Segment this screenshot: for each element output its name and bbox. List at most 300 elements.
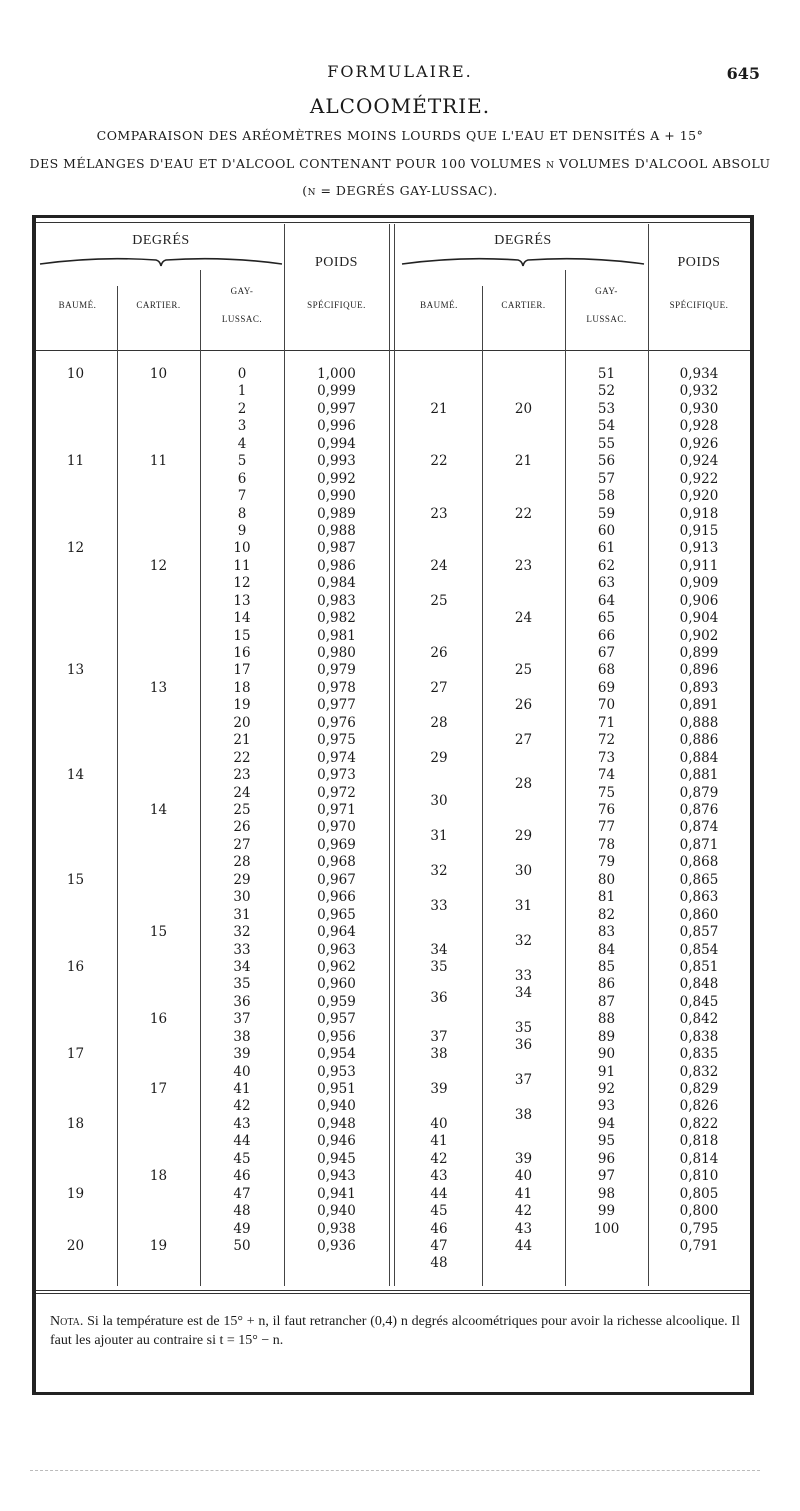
left-poids-cell: 0,988 bbox=[317, 522, 356, 539]
right-poids-cell: 0,857 bbox=[679, 924, 719, 941]
page-bottom-trace bbox=[30, 1470, 760, 1472]
left-cartier-cell: 11 bbox=[149, 453, 168, 470]
right-gay-lussac-cell: 64 bbox=[597, 592, 616, 609]
left-baume-cell: 20 bbox=[66, 1238, 85, 1254]
right-gay-lussac-cell: 85 bbox=[597, 958, 616, 975]
left-gay-lussac-cell: 9 bbox=[237, 522, 247, 539]
left-poids-cell: 0,954 bbox=[317, 1046, 356, 1063]
left-poids-cell: 0,997 bbox=[317, 400, 356, 417]
right-cartier-cell: 42 bbox=[514, 1203, 533, 1220]
right-poids-cell: 0,879 bbox=[679, 784, 719, 801]
left-gay-lussac-cell: 46 bbox=[233, 1168, 251, 1185]
right-baume-header: BAUMÉ. bbox=[420, 300, 458, 310]
right-poids-cell: 0,868 bbox=[679, 854, 719, 871]
col-rule bbox=[389, 224, 390, 1286]
right-baume-cell: 41 bbox=[430, 1133, 448, 1150]
right-baume-cell: 44 bbox=[430, 1185, 448, 1202]
right-gay-lussac-cell: 77 bbox=[597, 819, 616, 836]
right-poids-cell: 0,826 bbox=[679, 1098, 719, 1115]
right-baume-cell: 45 bbox=[430, 1203, 448, 1220]
right-poids-cell: 0,918 bbox=[679, 505, 719, 522]
left-poids-cell: 0,981 bbox=[317, 627, 356, 644]
left-poids-cell: 0,940 bbox=[317, 1098, 356, 1115]
left-poids-cell: 0,976 bbox=[317, 714, 356, 731]
right-gay-lussac-cell: 51 bbox=[597, 366, 616, 382]
right-cartier-cell: 39 bbox=[514, 1150, 533, 1167]
right-poids-cell: 0,924 bbox=[679, 453, 719, 470]
left-lussac-header: LUSSAC. bbox=[221, 314, 263, 324]
right-cartier-cell: 36 bbox=[514, 1037, 533, 1054]
right-gay-lussac-cell: 55 bbox=[597, 435, 616, 452]
right-baume-cell: 43 bbox=[430, 1168, 448, 1185]
left-poids-cell: 0,984 bbox=[317, 575, 356, 592]
right-gay-lussac-cell: 82 bbox=[597, 906, 616, 923]
right-poids-cell: 0,888 bbox=[679, 714, 719, 731]
left-gay-lussac-cell: 39 bbox=[233, 1046, 251, 1063]
table-bottom-rule bbox=[36, 1290, 750, 1291]
right-gay-lussac-cell: 56 bbox=[597, 453, 616, 470]
right-poids-cell: 0,920 bbox=[679, 488, 719, 505]
left-poids-cell: 0,943 bbox=[317, 1168, 356, 1185]
left-poids-cell: 0,963 bbox=[317, 941, 356, 958]
right-poids-cell: 0,835 bbox=[679, 1046, 719, 1063]
right-gay-lussac-cell: 80 bbox=[597, 871, 616, 888]
left-gay-lussac-cell: 23 bbox=[233, 767, 251, 784]
right-gay-lussac-cell: 59 bbox=[597, 505, 616, 522]
left-gay-lussac-cell: 17 bbox=[233, 662, 251, 679]
left-poids-cell: 0,966 bbox=[317, 889, 356, 906]
right-cartier-cell: 22 bbox=[514, 505, 533, 522]
left-gay-lussac-cell: 26 bbox=[233, 819, 251, 836]
left-gay-lussac-cell: 25 bbox=[233, 802, 251, 818]
right-gay-lussac-cell: 58 bbox=[597, 488, 616, 505]
left-gay-lussac-cell: 21 bbox=[233, 732, 251, 749]
left-gay-lussac-cell: 30 bbox=[233, 889, 251, 906]
right-gay-lussac-cell: 69 bbox=[597, 679, 616, 696]
right-poids-cell: 0,899 bbox=[679, 645, 719, 662]
left-gay-lussac-cell: 6 bbox=[237, 470, 247, 487]
right-poids-cell: 0,810 bbox=[679, 1168, 719, 1185]
left-poids-cell: 0,957 bbox=[317, 1011, 356, 1028]
left-gay-lussac-cell: 18 bbox=[233, 679, 251, 696]
right-cartier-cell: 28 bbox=[514, 775, 533, 792]
right-baume-cell: 28 bbox=[430, 714, 448, 731]
nota-note bbox=[50, 1312, 740, 1350]
left-poids-cell: 0,989 bbox=[317, 505, 356, 522]
running-head: FORMULAIRE. bbox=[327, 62, 473, 81]
left-poids-cell: 0,986 bbox=[317, 557, 356, 574]
left-poids-cell: 0,972 bbox=[317, 784, 356, 801]
right-baume-cell: 42 bbox=[430, 1150, 448, 1167]
left-poids-cell: 0,971 bbox=[317, 802, 356, 818]
right-cartier-cell: 27 bbox=[514, 732, 533, 749]
left-gay-lussac-cell: 12 bbox=[233, 575, 251, 592]
right-gay-lussac-cell: 99 bbox=[597, 1203, 616, 1220]
left-poids-cell: 0,990 bbox=[317, 488, 356, 505]
left-gay-lussac-cell: 42 bbox=[233, 1098, 251, 1115]
header-bottom-rule bbox=[36, 350, 750, 351]
left-poids-cell: 0,973 bbox=[317, 767, 356, 784]
left-poids-cell: 0,975 bbox=[317, 732, 356, 749]
right-gay-lussac-cell: 71 bbox=[597, 714, 616, 731]
left-gay-lussac-cell: 33 bbox=[233, 941, 251, 958]
left-gay-lussac-cell: 43 bbox=[233, 1115, 251, 1132]
left-cartier-cell: 18 bbox=[149, 1168, 168, 1185]
right-cartier-cell: 20 bbox=[514, 400, 533, 417]
right-gay-lussac-cell: 86 bbox=[597, 976, 616, 993]
right-poids-cell: 0,886 bbox=[679, 732, 719, 749]
right-cartier-cell: 25 bbox=[514, 662, 533, 679]
left-cartier-cell: 16 bbox=[149, 1011, 168, 1028]
left-cartier-cell: 19 bbox=[149, 1238, 168, 1254]
page-title: ALCOOMÉTRIE. bbox=[309, 94, 491, 118]
right-cartier-cell: 41 bbox=[514, 1185, 533, 1202]
left-cartier-cell: 14 bbox=[149, 802, 168, 818]
right-baume-cell: 38 bbox=[430, 1046, 448, 1063]
left-poids-cell: 0,982 bbox=[317, 610, 356, 627]
left-gay-lussac-cell: 4 bbox=[237, 435, 247, 452]
right-poids-cell: 0,874 bbox=[679, 819, 719, 836]
right-gay-lussac-cell: 93 bbox=[597, 1098, 616, 1115]
right-cartier-cell: 35 bbox=[514, 1020, 533, 1036]
right-gay-lussac-cell: 90 bbox=[597, 1046, 616, 1063]
left-poids-cell: 0,951 bbox=[317, 1081, 356, 1098]
left-gay-lussac-cell: 32 bbox=[233, 924, 251, 941]
right-poids-cell: 0,913 bbox=[679, 540, 719, 557]
left-cartier-cell: 17 bbox=[149, 1081, 168, 1098]
left-cartier-cell: 10 bbox=[149, 366, 168, 382]
right-gay-lussac-cell: 60 bbox=[597, 522, 616, 539]
left-baume-cell: 15 bbox=[66, 871, 85, 888]
right-gay-lussac-cell: 67 bbox=[597, 645, 616, 662]
right-gay-lussac-cell: 89 bbox=[597, 1028, 616, 1045]
table-top-rule bbox=[36, 222, 750, 223]
left-gay-lussac-cell: 37 bbox=[233, 1011, 251, 1028]
left-gay-lussac-cell: 13 bbox=[233, 592, 251, 609]
left-poids-cell: 0,993 bbox=[317, 453, 356, 470]
right-poids-cell: 0,854 bbox=[679, 941, 719, 958]
left-gay-lussac-cell: 8 bbox=[237, 505, 247, 522]
left-baume-header: BAUMÉ. bbox=[58, 300, 97, 310]
left-gay-header: GAY- bbox=[230, 286, 254, 296]
left-gay-lussac-cell: 3 bbox=[237, 418, 247, 435]
right-gay-lussac-cell: 91 bbox=[597, 1063, 616, 1080]
right-baume-cell: 21 bbox=[430, 400, 448, 417]
nota-label: Nota. bbox=[50, 1314, 84, 1329]
left-poids-cell: 0,996 bbox=[317, 418, 356, 435]
page-number: 645 bbox=[726, 64, 760, 83]
right-gay-lussac-cell: 66 bbox=[597, 627, 616, 644]
left-poids-cell: 0,992 bbox=[317, 470, 356, 487]
left-degres-brace bbox=[38, 252, 284, 272]
right-cartier-cell: 21 bbox=[514, 453, 533, 470]
right-poids-cell: 0,930 bbox=[679, 400, 719, 417]
left-baume-cell: 18 bbox=[66, 1115, 85, 1132]
left-baume-cell: 11 bbox=[66, 453, 85, 470]
right-baume-cell: 39 bbox=[430, 1081, 448, 1098]
right-poids-cell: 0,822 bbox=[679, 1115, 719, 1132]
right-baume-cell: 46 bbox=[430, 1220, 448, 1237]
right-baume-cell: 30 bbox=[430, 793, 448, 810]
right-specifique-header: SPÉCIFIQUE. bbox=[669, 300, 729, 310]
right-poids-cell: 0,842 bbox=[679, 1011, 719, 1028]
right-gay-lussac-cell: 68 bbox=[597, 662, 616, 679]
right-cartier-cell: 26 bbox=[514, 697, 533, 714]
left-gay-lussac-cell: 40 bbox=[233, 1063, 251, 1080]
left-gay-lussac-cell: 24 bbox=[233, 784, 251, 801]
right-poids-cell: 0,838 bbox=[679, 1028, 719, 1045]
left-cartier-cell: 12 bbox=[149, 557, 168, 574]
left-poids-cell: 0,936 bbox=[317, 1238, 356, 1254]
right-poids-header: POIDS bbox=[677, 255, 721, 270]
right-gay-lussac-cell: 98 bbox=[597, 1185, 616, 1202]
right-cartier-cell: 44 bbox=[514, 1238, 533, 1254]
right-baume-cell: 47 bbox=[430, 1238, 448, 1254]
left-poids-header: POIDS bbox=[315, 255, 358, 270]
right-poids-cell: 0,915 bbox=[679, 522, 719, 539]
right-gay-lussac-cell: 52 bbox=[597, 383, 616, 400]
right-gay-lussac-cell: 63 bbox=[597, 575, 616, 592]
right-poids-cell: 0,893 bbox=[679, 679, 719, 696]
left-gay-lussac-cell: 48 bbox=[233, 1203, 251, 1220]
left-poids-cell: 0,960 bbox=[317, 976, 356, 993]
right-gay-lussac-cell: 54 bbox=[597, 418, 616, 435]
left-cartier-cell: 13 bbox=[149, 679, 168, 696]
right-poids-cell: 0,922 bbox=[679, 470, 719, 487]
left-gay-lussac-cell: 41 bbox=[233, 1081, 251, 1098]
right-baume-cell: 24 bbox=[430, 557, 448, 574]
left-poids-cell: 0,965 bbox=[317, 906, 356, 923]
left-poids-cell: 0,978 bbox=[317, 679, 356, 696]
right-baume-cell: 23 bbox=[430, 505, 448, 522]
right-gay-lussac-cell: 75 bbox=[597, 784, 616, 801]
right-poids-cell: 0,896 bbox=[679, 662, 719, 679]
right-cartier-cell: 23 bbox=[514, 557, 533, 574]
right-cartier-cell: 24 bbox=[514, 610, 533, 627]
right-poids-cell: 0,795 bbox=[679, 1220, 719, 1237]
right-baume-cell: 36 bbox=[430, 990, 448, 1007]
right-baume-cell: 35 bbox=[430, 958, 448, 975]
col-rule bbox=[117, 286, 118, 1286]
right-gay-lussac-cell: 73 bbox=[597, 749, 616, 766]
right-poids-cell: 0,814 bbox=[679, 1150, 719, 1167]
left-poids-cell: 0,964 bbox=[317, 924, 356, 941]
left-poids-cell: 0,945 bbox=[317, 1150, 356, 1167]
left-gay-lussac-cell: 5 bbox=[237, 453, 247, 470]
right-baume-cell: 25 bbox=[430, 592, 448, 609]
right-gay-lussac-cell: 61 bbox=[597, 540, 616, 557]
right-gay-lussac-cell: 88 bbox=[597, 1011, 616, 1028]
left-gay-lussac-cell: 45 bbox=[233, 1150, 251, 1167]
left-poids-cell: 0,983 bbox=[317, 592, 356, 609]
left-gay-lussac-cell: 19 bbox=[233, 697, 251, 714]
right-baume-cell: 29 bbox=[430, 749, 448, 766]
right-degres-header: DEGRÉS bbox=[494, 233, 552, 248]
left-cartier-cell: 15 bbox=[149, 924, 168, 941]
left-poids-cell: 0,953 bbox=[317, 1063, 356, 1080]
left-poids-cell: 0,938 bbox=[317, 1220, 356, 1237]
left-baume-cell: 14 bbox=[66, 767, 85, 784]
left-poids-cell: 0,980 bbox=[317, 645, 356, 662]
left-baume-cell: 13 bbox=[66, 662, 85, 679]
left-gay-lussac-cell: 16 bbox=[233, 645, 251, 662]
right-poids-cell: 0,800 bbox=[679, 1203, 719, 1220]
subtitle-line-2: DES MÉLANGES D'EAU ET D'ALCOOL CONTENANT POUR 100 VOLUMES n VOLUMES D'ALCOOL ABSOLU bbox=[29, 156, 771, 171]
right-baume-cell: 48 bbox=[430, 1255, 448, 1272]
left-poids-cell: 0,999 bbox=[317, 383, 356, 400]
right-poids-cell: 0,909 bbox=[679, 575, 719, 592]
left-gay-lussac-cell: 1 bbox=[237, 383, 247, 400]
right-cartier-cell: 33 bbox=[514, 967, 533, 984]
right-gay-lussac-cell: 72 bbox=[597, 732, 616, 749]
left-poids-cell: 0,940 bbox=[317, 1203, 356, 1220]
nota-text: Si la température est de 15° + n, il faut retrancher (0,4) n degrés alcoométriques pour avoir la richesse alcoolique. Il faut les ajouter au contraire si t = 15° − n. bbox=[50, 1314, 740, 1348]
right-cartier-header: CARTIER. bbox=[501, 300, 546, 310]
left-gay-lussac-cell: 0 bbox=[237, 366, 247, 382]
left-poids-cell: 0,941 bbox=[317, 1185, 356, 1202]
left-gay-lussac-cell: 34 bbox=[233, 958, 251, 975]
left-baume-cell: 17 bbox=[66, 1046, 85, 1063]
left-poids-cell: 0,994 bbox=[317, 435, 356, 452]
right-baume-cell: 40 bbox=[430, 1115, 448, 1132]
right-cartier-cell: 32 bbox=[514, 932, 533, 949]
right-gay-lussac-cell: 81 bbox=[597, 889, 616, 906]
left-poids-cell: 0,956 bbox=[317, 1028, 356, 1045]
right-cartier-cell: 38 bbox=[514, 1107, 533, 1124]
right-poids-cell: 0,934 bbox=[679, 366, 719, 382]
right-poids-cell: 0,926 bbox=[679, 435, 719, 452]
left-gay-lussac-cell: 44 bbox=[233, 1133, 251, 1150]
right-cartier-cell: 29 bbox=[514, 828, 533, 845]
left-poids-cell: 0,969 bbox=[317, 836, 356, 853]
right-gay-header: GAY- bbox=[595, 286, 618, 296]
right-poids-cell: 0,876 bbox=[679, 802, 719, 818]
left-poids-cell: 0,974 bbox=[317, 749, 356, 766]
left-baume-cell: 19 bbox=[66, 1185, 85, 1202]
left-poids-cell: 0,987 bbox=[317, 540, 356, 557]
left-poids-cell: 0,977 bbox=[317, 697, 356, 714]
right-gay-lussac-cell: 53 bbox=[597, 400, 616, 417]
left-specifique-header: SPÉCIFIQUE. bbox=[307, 300, 366, 310]
right-gay-lussac-cell: 57 bbox=[597, 470, 616, 487]
right-poids-cell: 0,906 bbox=[679, 592, 719, 609]
right-poids-cell: 0,871 bbox=[679, 836, 719, 853]
left-gay-lussac-cell: 36 bbox=[233, 993, 251, 1010]
right-poids-cell: 0,891 bbox=[679, 697, 719, 714]
right-poids-cell: 0,832 bbox=[679, 1063, 719, 1080]
right-gay-lussac-cell: 97 bbox=[597, 1168, 616, 1185]
right-gay-lussac-cell: 74 bbox=[597, 767, 616, 784]
right-cartier-cell: 31 bbox=[514, 897, 533, 914]
right-baume-cell: 27 bbox=[430, 679, 448, 696]
right-poids-cell: 0,829 bbox=[679, 1081, 719, 1098]
left-cartier-header: CARTIER. bbox=[136, 300, 181, 310]
right-cartier-cell: 34 bbox=[514, 985, 533, 1002]
right-gay-lussac-cell: 70 bbox=[597, 697, 616, 714]
right-poids-cell: 0,851 bbox=[679, 958, 719, 975]
left-poids-cell: 0,962 bbox=[317, 958, 356, 975]
right-gay-lussac-cell: 100 bbox=[593, 1220, 620, 1237]
right-poids-cell: 0,863 bbox=[679, 889, 719, 906]
left-gay-lussac-cell: 27 bbox=[233, 836, 251, 853]
right-gay-lussac-cell: 83 bbox=[597, 924, 616, 941]
right-degres-brace bbox=[400, 252, 646, 272]
right-gay-lussac-cell: 62 bbox=[597, 557, 616, 574]
right-poids-cell: 0,848 bbox=[679, 976, 719, 993]
right-gay-lussac-cell: 84 bbox=[597, 941, 616, 958]
subtitle-line-3: (n = DEGRÉS GAY-LUSSAC). bbox=[302, 183, 498, 198]
right-gay-lussac-cell: 78 bbox=[597, 836, 616, 853]
left-gay-lussac-cell: 15 bbox=[233, 627, 251, 644]
right-poids-cell: 0,881 bbox=[679, 767, 719, 784]
left-gay-lussac-cell: 22 bbox=[233, 749, 251, 766]
subtitle-line-1: COMPARAISON DES ARÉOMÈTRES MOINS LOURDS QUE L'EAU ET DENSITÉS A + 15° bbox=[96, 128, 704, 143]
right-baume-cell: 31 bbox=[430, 828, 448, 845]
left-degres-header: DEGRÉS bbox=[132, 233, 190, 248]
right-gay-lussac-cell: 87 bbox=[597, 993, 616, 1010]
left-poids-cell: 0,948 bbox=[317, 1115, 356, 1132]
right-baume-cell: 33 bbox=[430, 897, 448, 914]
right-poids-cell: 0,860 bbox=[679, 906, 719, 923]
right-baume-cell: 22 bbox=[430, 453, 448, 470]
right-poids-cell: 0,845 bbox=[679, 993, 719, 1010]
right-gay-lussac-cell: 79 bbox=[597, 854, 616, 871]
left-poids-cell: 0,968 bbox=[317, 854, 356, 871]
left-poids-cell: 1,000 bbox=[317, 366, 356, 382]
right-gay-lussac-cell: 76 bbox=[597, 802, 616, 818]
left-baume-cell: 16 bbox=[66, 958, 85, 975]
right-gay-lussac-cell: 65 bbox=[597, 610, 616, 627]
left-gay-lussac-cell: 50 bbox=[233, 1238, 251, 1254]
left-gay-lussac-cell: 49 bbox=[233, 1220, 251, 1237]
right-poids-cell: 0,818 bbox=[679, 1133, 719, 1150]
right-cartier-cell: 37 bbox=[514, 1072, 533, 1089]
left-poids-cell: 0,979 bbox=[317, 662, 356, 679]
left-gay-lussac-cell: 28 bbox=[233, 854, 251, 871]
left-gay-lussac-cell: 2 bbox=[237, 400, 247, 417]
left-gay-lussac-cell: 20 bbox=[233, 714, 251, 731]
left-poids-cell: 0,959 bbox=[317, 993, 356, 1010]
right-poids-cell: 0,865 bbox=[679, 871, 719, 888]
left-poids-cell: 0,946 bbox=[317, 1133, 356, 1150]
left-gay-lussac-cell: 14 bbox=[233, 610, 251, 627]
left-gay-lussac-cell: 11 bbox=[233, 557, 251, 574]
right-poids-cell: 0,904 bbox=[679, 610, 719, 627]
right-baume-cell: 26 bbox=[430, 645, 448, 662]
left-gay-lussac-cell: 31 bbox=[233, 906, 251, 923]
right-poids-cell: 0,791 bbox=[679, 1238, 719, 1254]
right-poids-cell: 0,884 bbox=[679, 749, 719, 766]
right-cartier-cell: 43 bbox=[514, 1220, 533, 1237]
left-baume-cell: 10 bbox=[66, 366, 85, 382]
left-poids-cell: 0,967 bbox=[317, 871, 356, 888]
right-baume-cell: 37 bbox=[430, 1028, 448, 1045]
col-rule bbox=[394, 224, 395, 1286]
right-poids-cell: 0,928 bbox=[679, 418, 719, 435]
left-gay-lussac-cell: 29 bbox=[233, 871, 251, 888]
right-gay-lussac-cell: 92 bbox=[597, 1081, 616, 1098]
left-baume-cell: 12 bbox=[66, 540, 85, 557]
right-gay-lussac-cell: 96 bbox=[597, 1150, 616, 1167]
right-gay-lussac-cell: 95 bbox=[597, 1133, 616, 1150]
right-baume-cell: 32 bbox=[430, 863, 448, 880]
right-poids-cell: 0,932 bbox=[679, 383, 719, 400]
left-gay-lussac-cell: 10 bbox=[233, 540, 251, 557]
right-poids-cell: 0,902 bbox=[679, 627, 719, 644]
right-cartier-cell: 30 bbox=[514, 863, 533, 880]
right-baume-cell: 34 bbox=[430, 941, 448, 958]
right-poids-cell: 0,805 bbox=[679, 1185, 719, 1202]
